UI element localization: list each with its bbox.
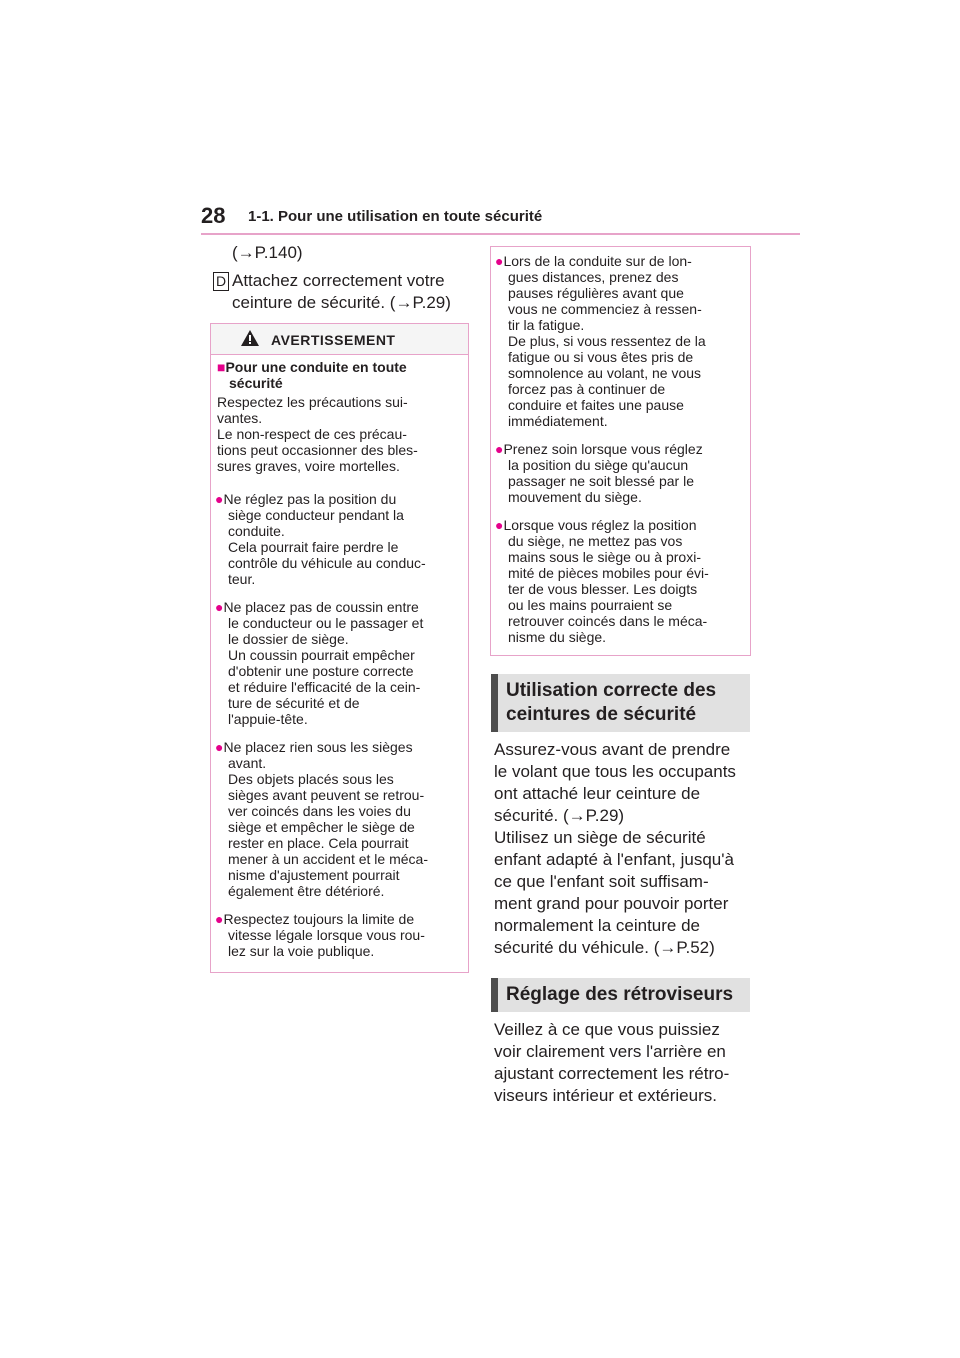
bullet-line: rester en place. Cela pourrait bbox=[228, 835, 409, 851]
bullet-line: Respectez toujours la limite de bbox=[223, 911, 415, 927]
list-item bbox=[495, 517, 749, 645]
subheading-line1: Pour une conduite en toute bbox=[225, 359, 407, 375]
bullet-line: siège et empêcher le siège de bbox=[228, 819, 415, 835]
body-line: viseurs intérieur et extérieurs. bbox=[494, 1086, 717, 1105]
bullet-line: ter de vous blesser. Les doigts bbox=[508, 581, 698, 597]
section-heading-line: ceintures de sécurité bbox=[506, 704, 697, 725]
reference-p140: (→P.140) bbox=[232, 243, 303, 262]
bullet-line: conduite. bbox=[228, 523, 285, 539]
bullet-line: la position du siège qu'aucun bbox=[508, 457, 689, 473]
bullet-line: gues distances, prenez des bbox=[508, 269, 679, 285]
bullet-line: contrôle du véhicule au conduc- bbox=[228, 555, 426, 571]
bullet-line: mouvement du siège. bbox=[508, 489, 642, 505]
square-bullet-icon: ■ bbox=[217, 359, 226, 375]
list-item bbox=[215, 491, 467, 587]
bullet-list-left bbox=[215, 491, 467, 959]
bullet-line: Ne réglez pas la position du bbox=[223, 491, 397, 507]
header-rule bbox=[201, 233, 800, 235]
bullet-line: nisme d'ajustement pourrait bbox=[228, 867, 400, 883]
bullet-line: Prenez soin lorsque vous réglez bbox=[503, 441, 703, 457]
bullet-dot-icon: ● bbox=[495, 441, 504, 457]
bullet-line: immédiatement. bbox=[508, 413, 608, 429]
section2-body bbox=[494, 1019, 754, 1107]
bullet-dot-icon: ● bbox=[215, 599, 224, 615]
body-line: Veillez à ce que vous puissiez bbox=[494, 1020, 720, 1039]
list-item bbox=[215, 739, 467, 899]
section-heading-line: Réglage des rétroviseurs bbox=[506, 984, 734, 1005]
bullet-line: retrouver coincés dans le méca- bbox=[508, 613, 708, 629]
bullet-line: du siège, ne mettez pas vos bbox=[508, 533, 683, 549]
body-line: sécurité du véhicule. (→P.52) bbox=[494, 938, 715, 957]
body-line: le volant que tous les occupants bbox=[494, 762, 736, 781]
bullet-list-right bbox=[495, 253, 749, 645]
intro-line: Respectez les précautions sui- bbox=[217, 394, 408, 410]
bullet-line: lez sur la voie publique. bbox=[228, 943, 375, 959]
section-heading-line: Utilisation correcte des bbox=[506, 680, 717, 701]
bullet-line: l'appuie-tête. bbox=[228, 711, 308, 727]
warning-triangle-icon bbox=[241, 330, 259, 346]
bullet-line: Ne placez pas de coussin entre bbox=[223, 599, 419, 615]
bullet-line: le dossier de siège. bbox=[228, 631, 349, 647]
warning-box-left bbox=[210, 323, 469, 973]
step-text-line2: ceinture de sécurité. (→P.29) bbox=[232, 293, 451, 312]
bullet-line: Ne placez rien sous les sièges bbox=[223, 739, 413, 755]
bullet-line: mité de pièces mobiles pour évi- bbox=[508, 565, 709, 581]
list-item bbox=[495, 253, 749, 429]
bullet-line: Lors de la conduite sur de lon- bbox=[503, 253, 692, 269]
body-line: ont attaché leur ceinture de bbox=[494, 784, 701, 803]
subheading bbox=[217, 359, 407, 391]
bullet-line: Des objets placés sous les bbox=[228, 771, 394, 787]
bullet-line: pauses régulières avant que bbox=[508, 285, 684, 301]
subheading-line2: sécurité bbox=[229, 375, 283, 391]
list-item bbox=[215, 911, 467, 959]
bullet-line: ou les mains pourraient se bbox=[508, 597, 673, 613]
page-number: 28 bbox=[201, 203, 226, 228]
body-line: ment grand pour pouvoir porter bbox=[494, 894, 729, 913]
body-line: enfant adapté à l'enfant, jusqu'à bbox=[494, 850, 734, 869]
bullet-line: d'obtenir une posture correcte bbox=[228, 663, 414, 679]
body-line: sécurité. (→P.29) bbox=[494, 806, 625, 825]
bullet-line: fatigue ou si vous êtes pris de bbox=[508, 349, 694, 365]
bullet-dot-icon: ● bbox=[215, 911, 224, 927]
step-text-line1: Attachez correctement votre bbox=[232, 271, 445, 290]
bullet-line: Lorsque vous réglez la position bbox=[503, 517, 697, 533]
bullet-line: vitesse légale lorsque vous rou- bbox=[228, 927, 425, 943]
bullet-line: somnolence au volant, ne vous bbox=[508, 365, 702, 381]
intro-line: Le non-respect de ces précau- bbox=[217, 426, 407, 442]
bullet-line: mains sous le siège ou à proxi- bbox=[508, 549, 701, 565]
warning-title: AVERTISSEMENT bbox=[271, 332, 396, 348]
bullet-line: forcez pas à continuer de bbox=[508, 381, 666, 397]
bullet-line: ver coincés dans les voies du bbox=[228, 803, 411, 819]
bullet-line: ture de sécurité et de bbox=[228, 695, 360, 711]
body-line: Assurez-vous avant de prendre bbox=[494, 740, 731, 759]
bullet-line: passager ne soit blessé par le bbox=[508, 473, 694, 489]
bullet-line: siège conducteur pendant la bbox=[228, 507, 404, 523]
bullet-line: teur. bbox=[228, 571, 256, 587]
bullet-dot-icon: ● bbox=[495, 253, 504, 269]
chapter-title: 1-1. Pour une utilisation en toute sécurité bbox=[248, 208, 543, 225]
bullet-line: Un coussin pourrait empêcher bbox=[228, 647, 415, 663]
body-line: voir clairement vers l'arrière en bbox=[494, 1042, 726, 1061]
bullet-dot-icon: ● bbox=[495, 517, 504, 533]
list-item bbox=[215, 599, 467, 727]
bullet-line: et réduire l'efficacité de la cein- bbox=[228, 679, 421, 695]
body-line: ce que l'enfant soit suffisam- bbox=[494, 872, 709, 891]
intro-line: tions peut occasionner des bles- bbox=[217, 442, 418, 458]
body-line: normalement la ceinture de bbox=[494, 916, 701, 935]
intro-line: sures graves, voire mortelles. bbox=[217, 458, 400, 474]
bullet-line: nisme du siège. bbox=[508, 629, 607, 645]
bullet-line: également être détérioré. bbox=[228, 883, 385, 899]
bullet-line: Cela pourrait faire perdre le bbox=[228, 539, 399, 555]
warning-box-right bbox=[490, 246, 751, 656]
bullet-line: tir la fatigue. bbox=[508, 317, 585, 333]
bullet-line: mener à un accident et le méca- bbox=[228, 851, 428, 867]
bullet-line: vous ne commenciez à ressen- bbox=[508, 301, 702, 317]
body-line: Utilisez un siège de sécurité bbox=[494, 828, 706, 847]
bullet-line: avant. bbox=[228, 755, 267, 771]
warning-intro bbox=[217, 394, 467, 474]
warning-header bbox=[211, 324, 468, 355]
bullet-line: De plus, si vous ressentez de la bbox=[508, 333, 706, 349]
bullet-dot-icon: ● bbox=[215, 739, 224, 755]
list-item bbox=[495, 441, 749, 505]
section-heading-seatbelts bbox=[491, 674, 750, 732]
section-heading-mirrors bbox=[491, 978, 750, 1012]
intro-line: vantes. bbox=[217, 410, 263, 426]
section1-body bbox=[494, 739, 754, 959]
bullet-line: conduire et faites une pause bbox=[508, 397, 684, 413]
bullet-dot-icon: ● bbox=[215, 491, 224, 507]
body-line: ajustant correctement les rétro- bbox=[494, 1064, 730, 1083]
bullet-line: sièges avant peuvent se retrou- bbox=[228, 787, 425, 803]
step-letter-box: D bbox=[213, 272, 229, 291]
bullet-line: le conducteur ou le passager et bbox=[228, 615, 424, 631]
